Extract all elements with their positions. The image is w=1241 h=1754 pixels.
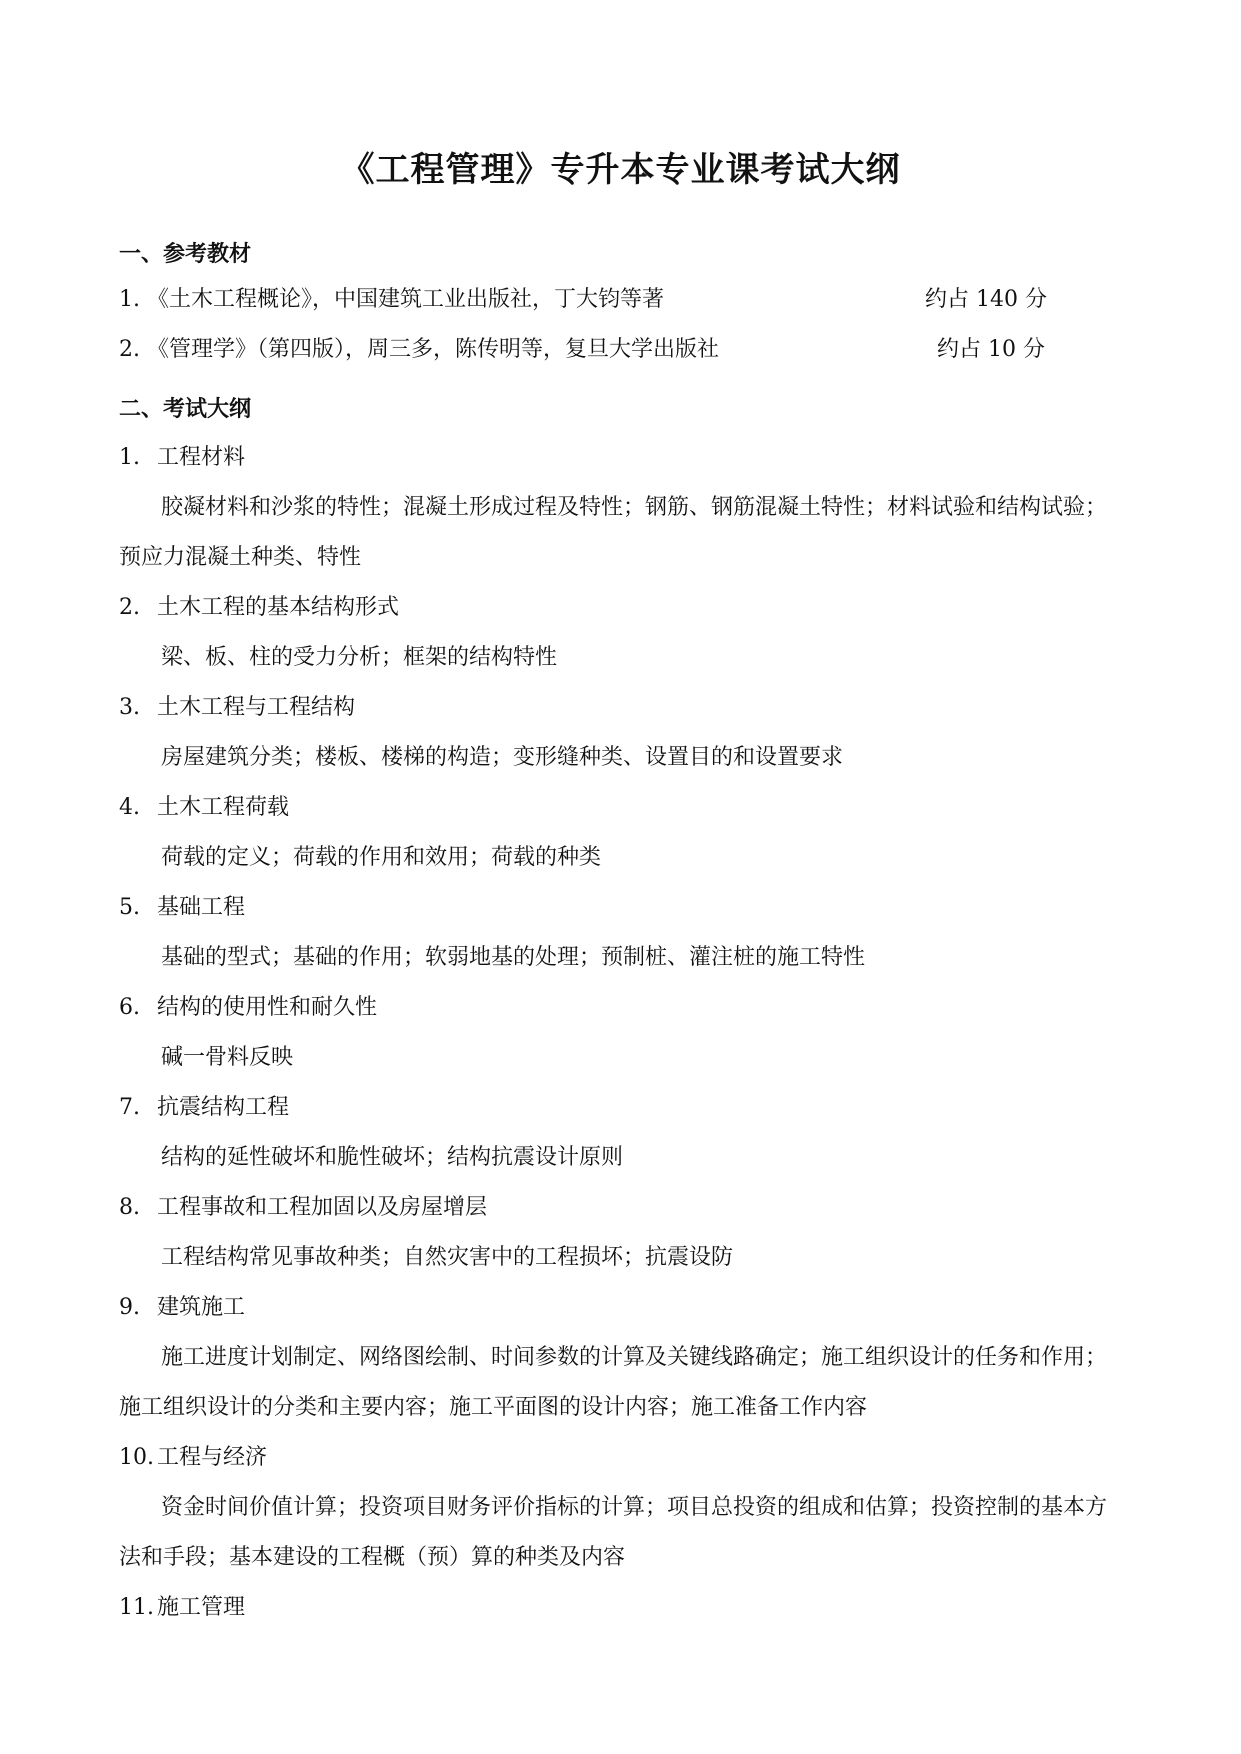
item-title-text: 结构的使用性和耐久性 — [157, 995, 378, 1020]
syllabus-item-title — [119, 893, 245, 923]
reference-score-share: 约占 140 分 — [925, 287, 1047, 312]
item-number: 5. — [119, 895, 140, 920]
item-number: 8. — [119, 1195, 140, 1220]
item-title-text: 工程与经济 — [157, 1445, 268, 1470]
syllabus-item-description: 资金时间价值计算；投资项目财务评价指标的计算；项目总投资的组成和估算；投资控制的基本方法和手段；基本建设的工程概（预）算的种类及内容 — [119, 1495, 1108, 1570]
reference-item: 1. 《土木工程概论》，中国建筑工业出版社，丁大钧等著 — [119, 287, 664, 312]
syllabus-item-description: 胶凝材料和沙浆的特性；混凝土形成过程及特性；钢筋、钢筋混凝土特性；材料试验和结构试验；预应力混凝土种类、特性 — [119, 495, 1108, 570]
item-number: 4. — [119, 795, 140, 820]
syllabus-item-title — [119, 1193, 487, 1223]
syllabus-item-title — [119, 693, 355, 723]
item-title-text: 工程事故和工程加固以及房屋增层 — [157, 1195, 488, 1220]
reference-item: 2. 《管理学》（第四版），周三多，陈传明等，复旦大学出版社 — [119, 337, 719, 362]
item-number: 10. — [119, 1445, 154, 1470]
syllabus-item-title — [119, 1443, 267, 1473]
item-number: 2. — [119, 595, 140, 620]
syllabus-item-title — [119, 993, 377, 1023]
item-title-text: 工程材料 — [157, 445, 246, 470]
item-title-text: 抗震结构工程 — [157, 1095, 290, 1120]
syllabus-item-description: 结构的延性破坏和脆性破坏；结构抗震设计原则 — [161, 1145, 624, 1170]
item-number: 7. — [119, 1095, 140, 1120]
syllabus-item-description: 基础的型式；基础的作用；软弱地基的处理；预制桩、灌注桩的施工特性 — [161, 945, 866, 970]
syllabus-item-description: 工程结构常见事故种类；自然灾害中的工程损坏；抗震设防 — [161, 1245, 734, 1270]
item-title-text: 建筑施工 — [157, 1295, 246, 1320]
section-heading-references: 一、参考教材 — [119, 242, 252, 267]
item-title-text: 施工管理 — [157, 1595, 246, 1620]
syllabus-item-description: 房屋建筑分类；楼板、楼梯的构造；变形缝种类、设置目的和设置要求 — [161, 745, 844, 770]
item-title-text: 土木工程荷载 — [157, 795, 290, 820]
syllabus-item-title — [119, 443, 245, 473]
syllabus-item-title — [119, 593, 399, 623]
page-title: 《工程管理》专升本专业课考试大纲 — [340, 150, 901, 190]
syllabus-item-title — [119, 1093, 289, 1123]
item-number: 11. — [119, 1595, 154, 1620]
syllabus-item-description: 碱一骨料反映 — [161, 1045, 294, 1070]
section-heading-syllabus: 二、考试大纲 — [119, 397, 252, 422]
syllabus-item-description: 施工进度计划制定、网络图绘制、时间参数的计算及关键线路确定；施工组织设计的任务和作用；施工组织设计的分类和主要内容；施工平面图的设计内容；施工准备工作内容 — [119, 1345, 1108, 1420]
item-number: 1. — [119, 445, 140, 470]
syllabus-item-title — [119, 793, 289, 823]
syllabus-item-description: 梁、板、柱的受力分析；框架的结构特性 — [161, 645, 558, 670]
item-title-text: 土木工程与工程结构 — [157, 695, 356, 720]
item-title-text: 基础工程 — [157, 895, 246, 920]
item-number: 9. — [119, 1295, 140, 1320]
item-title-text: 土木工程的基本结构形式 — [157, 595, 400, 620]
syllabus-item-title — [119, 1593, 245, 1623]
reference-score-share: 约占 10 分 — [937, 337, 1045, 362]
syllabus-item-title — [119, 1293, 245, 1323]
item-number: 3. — [119, 695, 140, 720]
item-number: 6. — [119, 995, 140, 1020]
syllabus-item-description: 荷载的定义；荷载的作用和效用；荷载的种类 — [161, 845, 602, 870]
